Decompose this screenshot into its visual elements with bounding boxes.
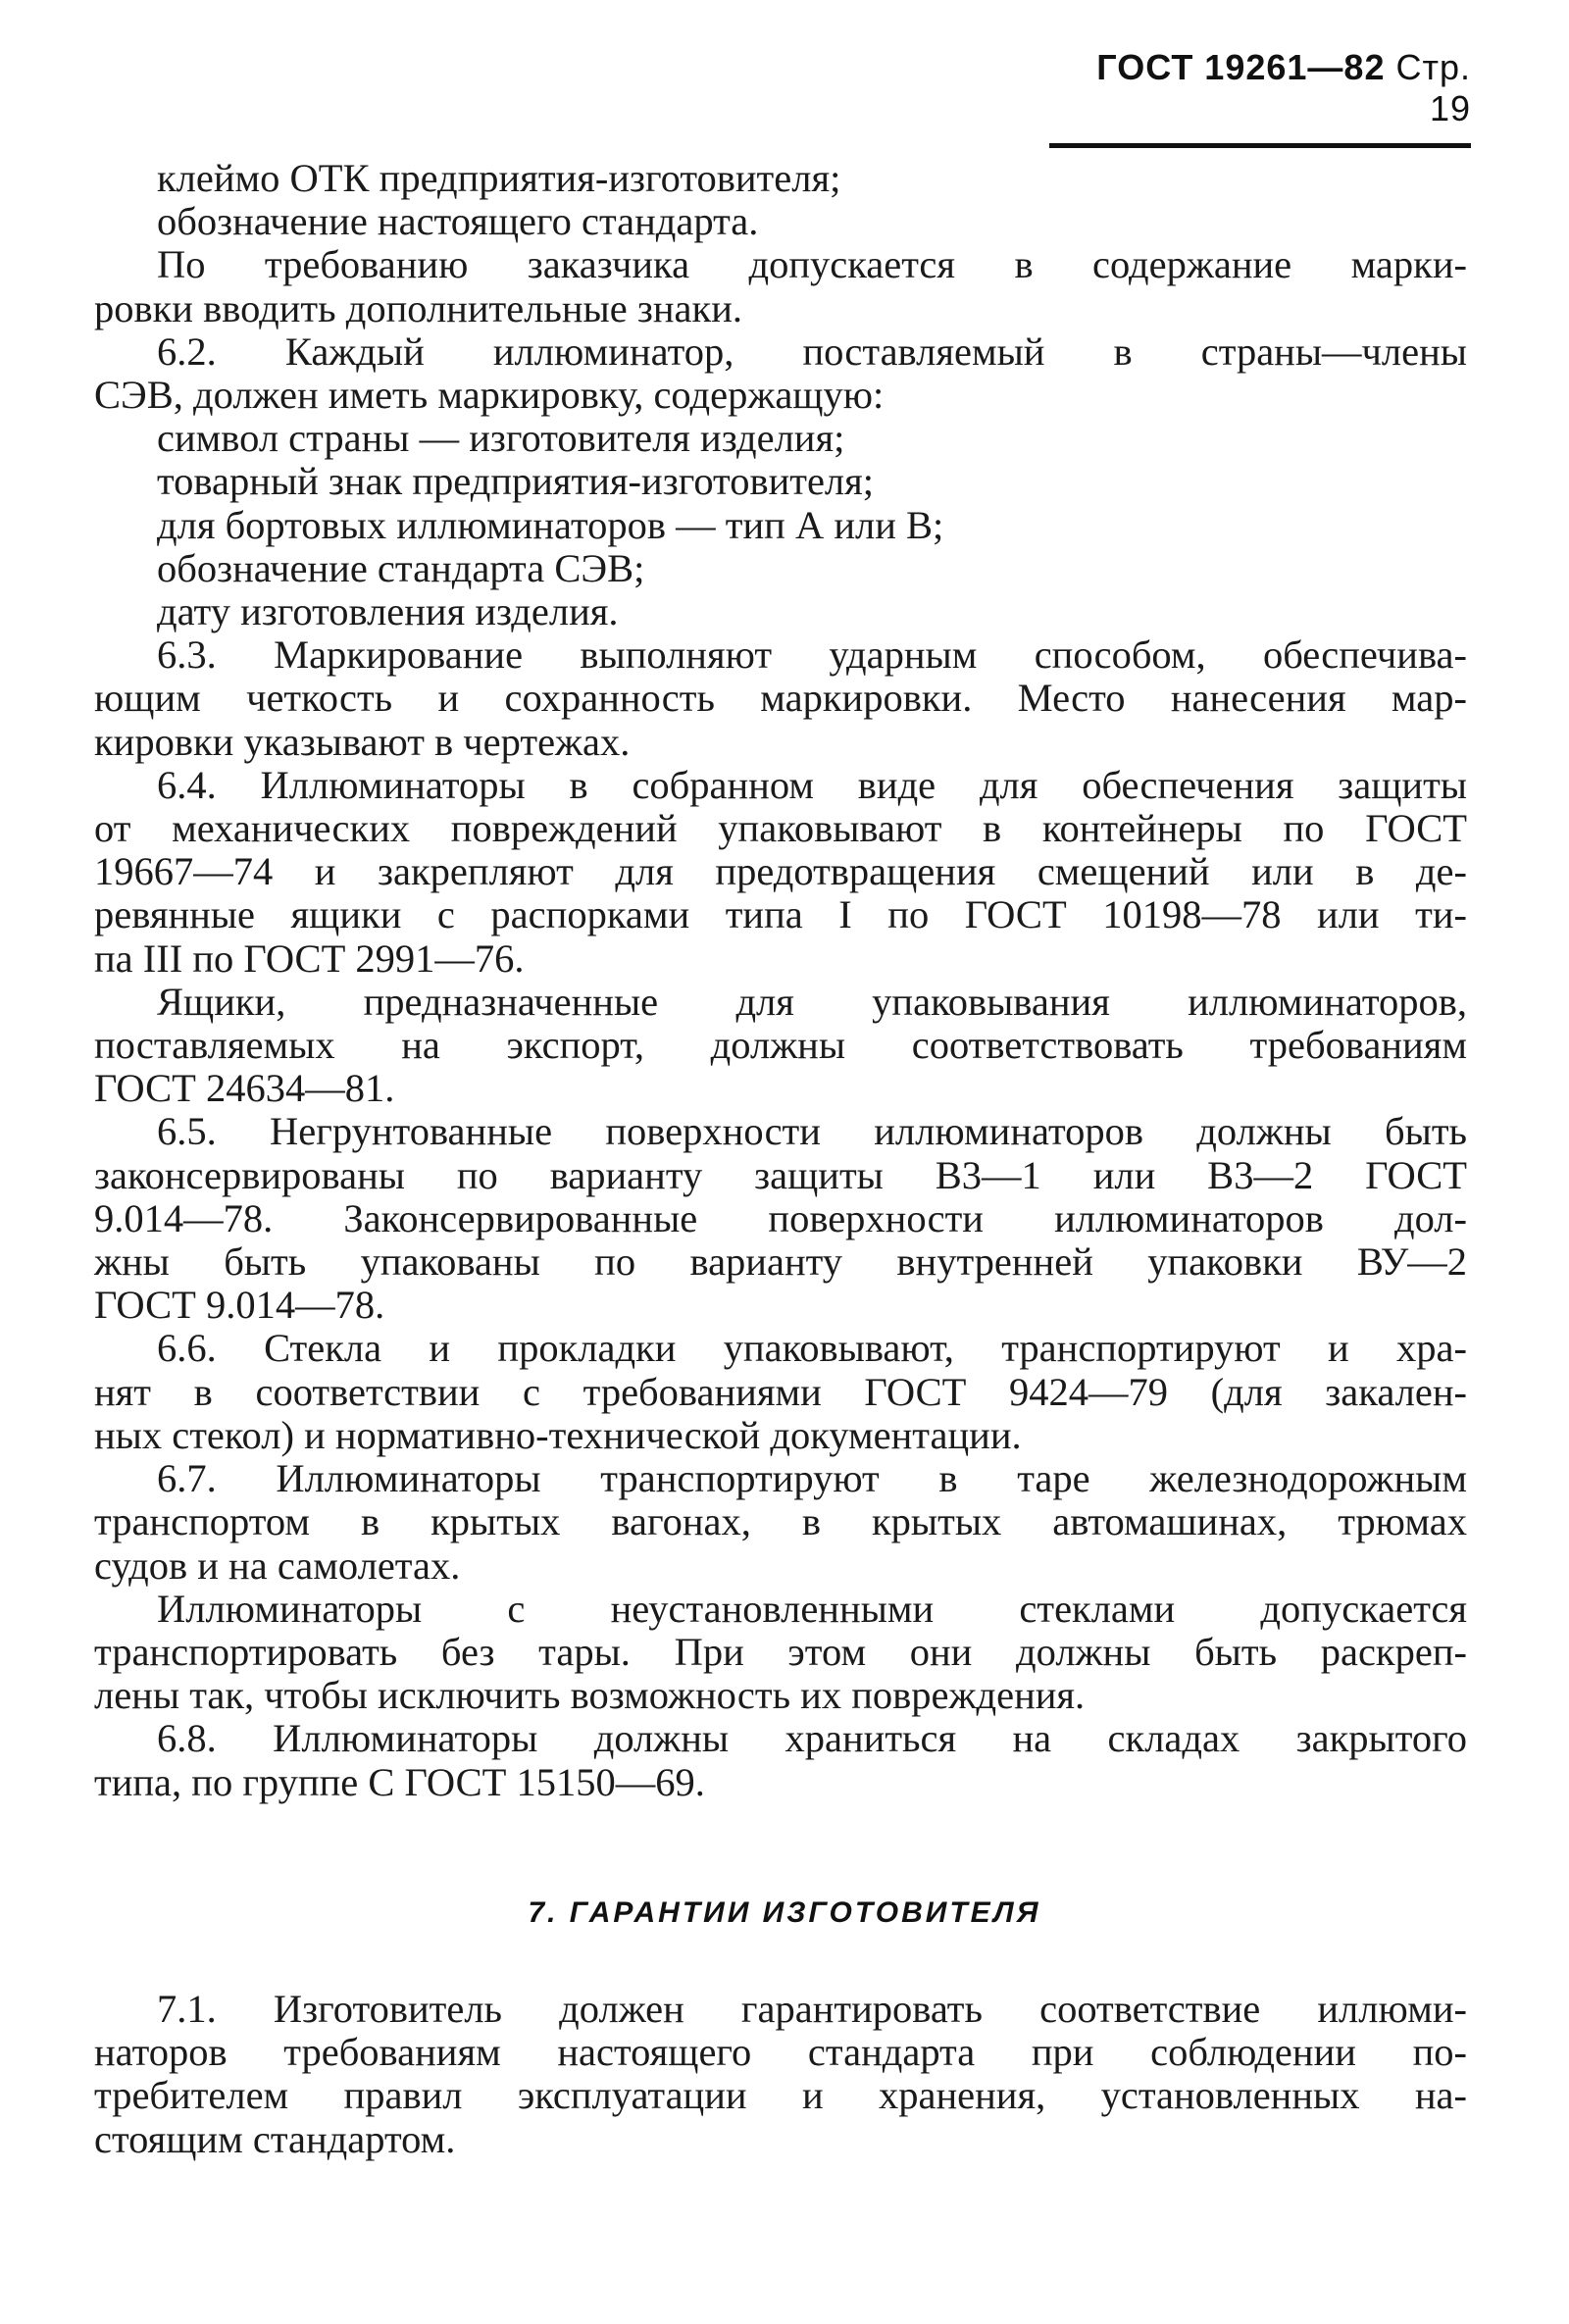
text-line: 9.014—78. Законсервированные поверхности иллюминаторов дол- xyxy=(94,1195,1467,1240)
text-line: клеймо ОТК предприятия-изготовителя; xyxy=(157,156,841,200)
text-line: 7.1. Изготовитель должен гарантировать соответствие иллюми- xyxy=(157,1987,1467,2031)
text-line: 6.2. Каждый иллюминатор, поставляемый в страны—члены xyxy=(157,328,1467,374)
text-line: Иллюминаторы с неустановленными стеклами допускается xyxy=(157,1586,1467,1631)
page-number: Стр. 19 xyxy=(1395,47,1471,128)
standard-number: ГОСТ 19261—82 xyxy=(1096,47,1386,87)
text-line: законсервированы по варианту защиты В3—1 или В3—2 ГОСТ xyxy=(94,1152,1467,1197)
text-line: обозначение настоящего стандарта. xyxy=(157,199,759,244)
text-line: требителем правил эксплуатации и хранения, установленных на- xyxy=(94,2073,1467,2118)
text-line: ревянные ящики с распорками типа I по ГОСТ 10198—78 или ти- xyxy=(94,892,1467,937)
text-line: обозначение стандарта СЭВ; xyxy=(157,545,645,590)
section-heading: 7. ГАРАНТИИ ИЗГОТОВИТЕЛЯ xyxy=(528,1896,1041,1929)
text-line: ГОСТ 9.014—78. xyxy=(94,1283,385,1328)
text-line: символ страны — изготовителя изделия; xyxy=(157,416,845,461)
text-line: наторов требованиям настоящего стандарта при соблюдении по- xyxy=(94,2030,1467,2075)
text-line: нят в соответствии с требованиями ГОСТ 9424—79 (для закален- xyxy=(94,1369,1467,1414)
text-line: дату изготовления изделия. xyxy=(157,589,619,634)
text-line: Ящики, предназначенные для упаковывания иллюминаторов, xyxy=(157,979,1467,1024)
text-line: лены так, чтобы исключить возможность их повреждения. xyxy=(94,1673,1086,1718)
text-line: 6.5. Негрунтованные поверхности иллюминаторов должны быть xyxy=(157,1109,1467,1154)
text-line: По требованию заказчика допускается в содержание марки- xyxy=(157,242,1467,287)
text-line: жны быть упакованы по варианту внутренней упаковки ВУ—2 xyxy=(94,1239,1467,1285)
text-line: транспортом в крытых вагонах, в крытых автомашинах, трюмах xyxy=(94,1499,1467,1544)
text-line: 19667—74 и закрепляют для предотвращения смещений или в де- xyxy=(94,849,1467,894)
text-line: кировки указывают в чертежах. xyxy=(94,719,631,764)
text-line: от механических повреждений упаковывают в контейнеры по ГОСТ xyxy=(94,806,1467,851)
text-line: поставляемых на экспорт, должны соответствовать требованиям xyxy=(94,1023,1467,1068)
text-line: СЭВ, должен иметь маркировку, содержащую: xyxy=(94,373,885,418)
text-line: 6.6. Стекла и прокладки упаковывают, транспортируют и хра- xyxy=(157,1326,1467,1371)
section-7-text xyxy=(94,1988,1467,2161)
text-line: ровки вводить дополнительные знаки. xyxy=(94,285,742,330)
section-6-text xyxy=(94,157,1467,1804)
text-line: товарный знак предприятия-изготовителя; xyxy=(157,459,875,504)
text-line: 6.4. Иллюминаторы в собранном виде для обеспечения защиты xyxy=(157,762,1467,807)
text-line: 6.3. Маркирование выполняют ударным способом, обеспечива- xyxy=(157,632,1467,678)
text-line: па III по ГОСТ 2991—76. xyxy=(94,935,525,981)
text-line: типа, по группе С ГОСТ 15150—69. xyxy=(94,1759,705,1804)
text-line: ющим четкость и сохранность маркировки. Место нанесения мар- xyxy=(94,676,1467,721)
text-line: 6.8. Иллюминаторы должны храниться на складах закрытого xyxy=(157,1716,1467,1761)
text-line: 6.7. Иллюминаторы транспортируют в таре железнодорожным xyxy=(157,1456,1467,1501)
text-line: ных стекол) и нормативно-технической документации. xyxy=(94,1412,1022,1457)
text-line: стоящим стандартом. xyxy=(94,2116,456,2161)
text-line: транспортировать без тары. При этом они должны быть раскреп- xyxy=(94,1629,1467,1674)
running-header xyxy=(1049,47,1471,148)
text-line: для бортовых иллюминаторов — тип А или В; xyxy=(157,502,944,547)
text-line: судов и на самолетах. xyxy=(94,1542,461,1588)
text-line: ГОСТ 24634—81. xyxy=(94,1066,395,1111)
